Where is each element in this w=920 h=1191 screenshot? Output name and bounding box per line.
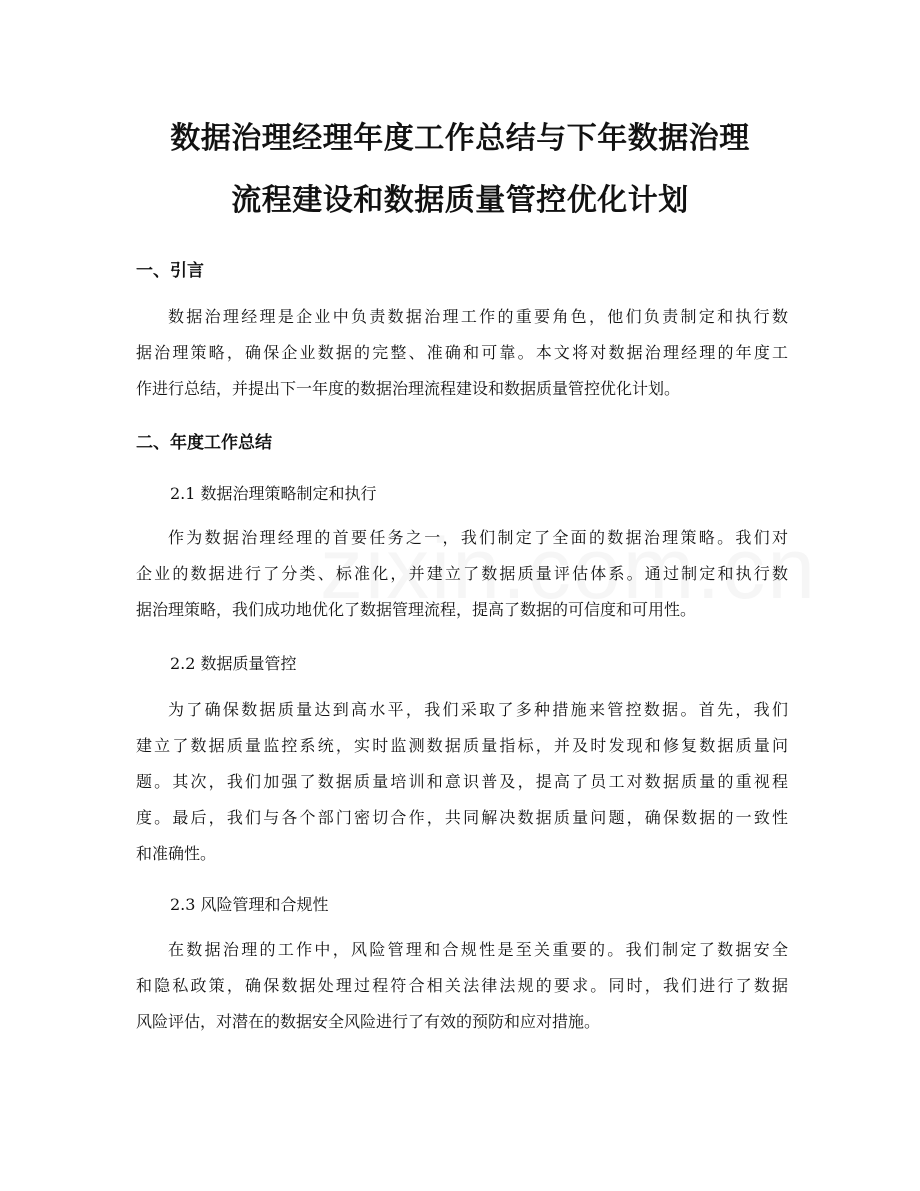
subsection-heading-2-2: 2.2 数据质量管控 bbox=[170, 654, 297, 673]
paragraph-line: 作进行总结，并提出下一年度的数据治理流程建设和数据质量管控优化计划。 bbox=[136, 379, 681, 398]
paragraph-2-3 bbox=[136, 932, 788, 1040]
paragraph-line: 和准确性。 bbox=[136, 844, 217, 863]
paragraph-line: 在数据治理的工作中，风险管理和合规性是至关重要的。我们制定了数据安全 bbox=[168, 940, 788, 959]
paragraph-2-2 bbox=[136, 692, 788, 872]
section-heading-intro: 一、引言 bbox=[136, 261, 204, 281]
subsection-heading-2-1: 2.1 数据治理策略制定和执行 bbox=[170, 484, 377, 503]
paragraph-line: 风险评估，对潜在的数据安全风险进行了有效的预防和应对措施。 bbox=[136, 1012, 601, 1031]
paragraph-line: 和隐私政策，确保数据处理过程符合相关法律法规的要求。同时，我们进行了数据 bbox=[136, 976, 788, 995]
document-title-line-2: 流程建设和数据质量管控优化计划 bbox=[231, 183, 689, 218]
paragraph-line: 建立了数据质量监控系统，实时监测数据质量指标，并及时发现和修复数据质量问 bbox=[136, 736, 788, 755]
paragraph-line: 题。其次，我们加强了数据质量培训和意识普及，提高了员工对数据质量的重视程 bbox=[136, 772, 788, 791]
paragraph-line: 数据治理经理是企业中负责数据治理工作的重要角色，他们负责制定和执行数 bbox=[168, 307, 788, 326]
paragraph-line: 据治理策略，我们成功地优化了数据管理流程，提高了数据的可信度和可用性。 bbox=[136, 600, 697, 619]
section-heading-summary: 二、年度工作总结 bbox=[136, 433, 272, 453]
document-title-line-1: 数据治理经理年度工作总结与下年数据治理 bbox=[170, 121, 750, 156]
paragraph-intro bbox=[136, 299, 788, 407]
paragraph-line: 作为数据治理经理的首要任务之一，我们制定了全面的数据治理策略。我们对 bbox=[168, 528, 788, 547]
paragraph-2-1 bbox=[136, 520, 788, 628]
paragraph-line: 为了确保数据质量达到高水平，我们采取了多种措施来管控数据。首先，我们 bbox=[168, 700, 788, 719]
subsection-heading-2-3: 2.3 风险管理和合规性 bbox=[170, 895, 329, 914]
paragraph-line: 企业的数据进行了分类、标准化，并建立了数据质量评估体系。通过制定和执行数 bbox=[136, 564, 788, 583]
paragraph-line: 度。最后，我们与各个部门密切合作，共同解决数据质量问题，确保数据的一致性 bbox=[136, 808, 788, 827]
paragraph-line: 据治理策略，确保企业数据的完整、准确和可靠。本文将对数据治理经理的年度工 bbox=[136, 343, 788, 362]
